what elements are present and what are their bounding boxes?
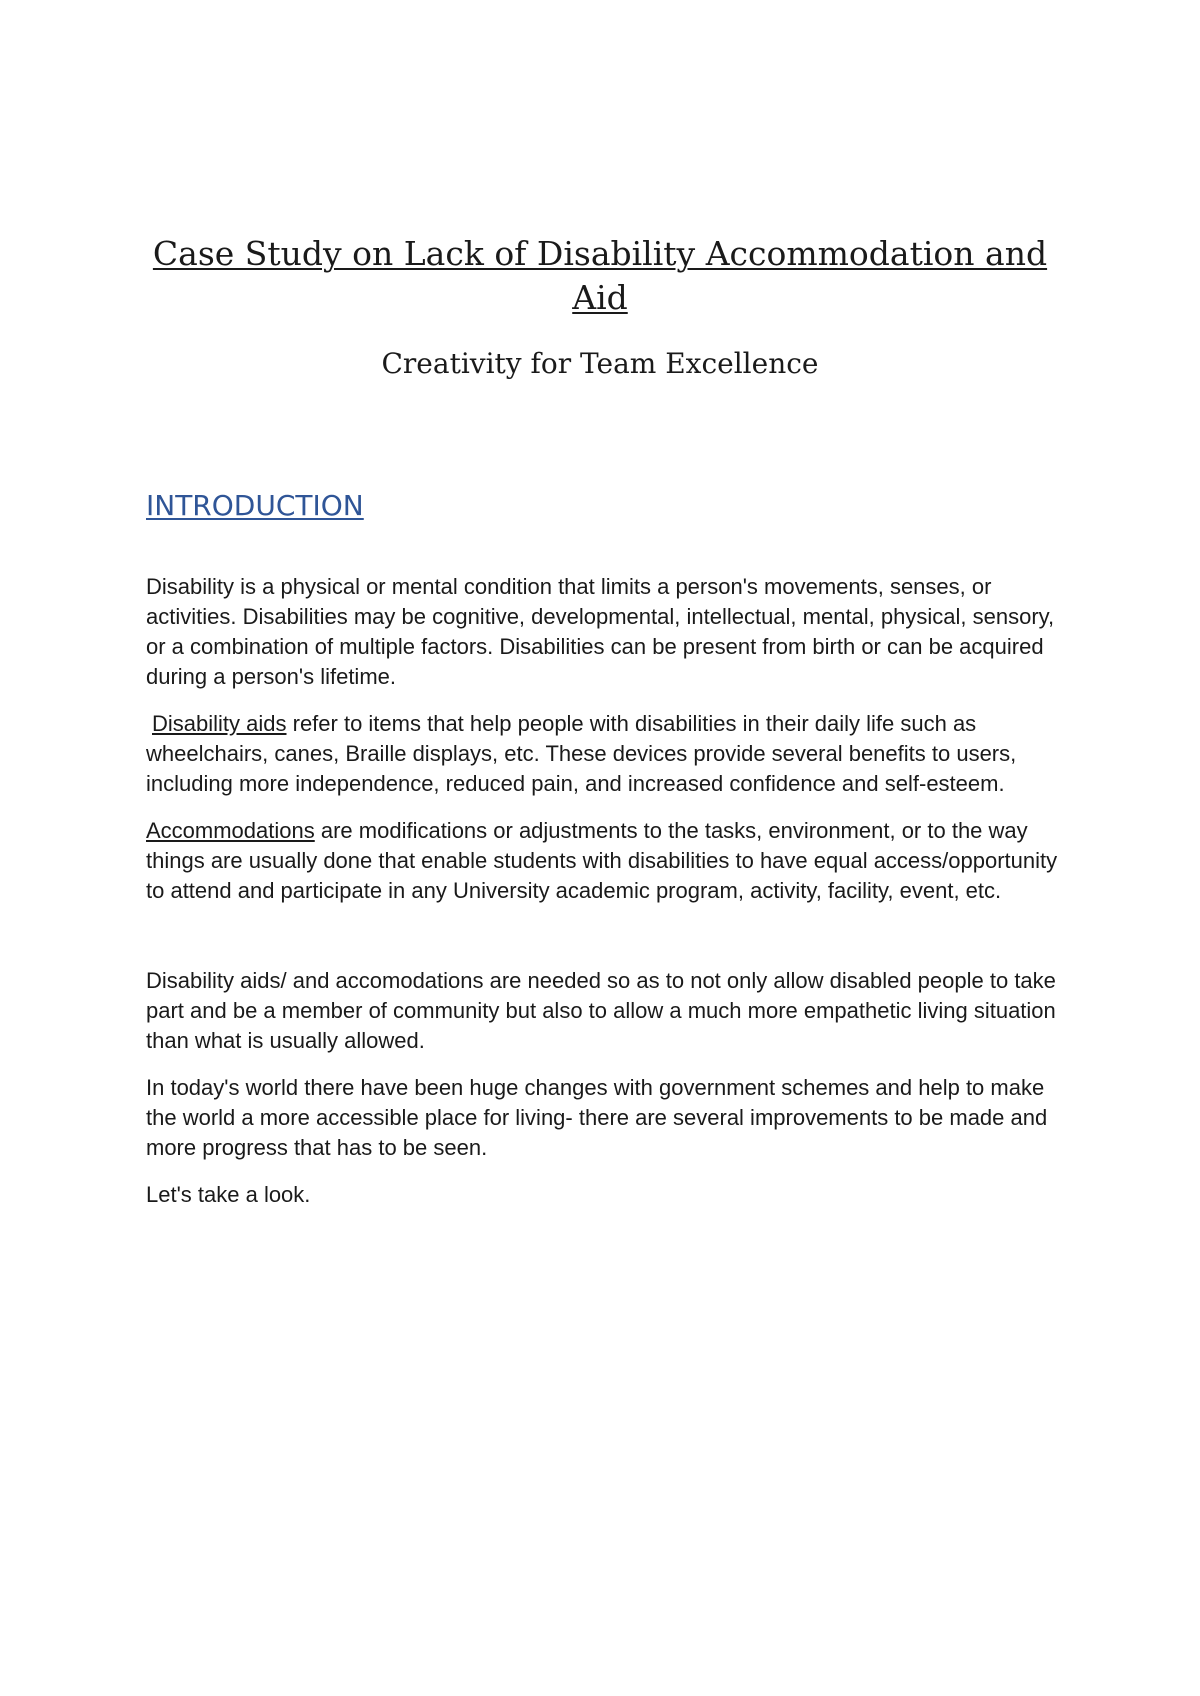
paragraph-accommodations <box>146 816 1066 906</box>
term-disability-aids: Disability aids <box>152 711 287 736</box>
section-heading-introduction: INTRODUCTION <box>146 489 364 522</box>
paragraph-text: Let's take a look. <box>146 1182 311 1207</box>
paragraph-disability-aids <box>146 709 1066 799</box>
paragraph-text: Disability is a physical or mental condition that limits a person's movements, senses, or activities. Disabilities may be cognitive, developmental, intellectual, mental, physical, sensory, or a combination of multiple factors. Disabilities can be present from birth or can be acquired during a person's lifetime. <box>146 574 1055 689</box>
paragraph-todays-world <box>146 1073 1066 1163</box>
paragraph-need-for-aids <box>146 966 1066 1056</box>
paragraph-text: refer to items that help people with disabilities in their daily life such as wheelchairs, canes, Braille displays, etc. These devices provide several benefits to users, including more independence, reduced pain, and increased confidence and self-esteem. <box>146 711 1017 796</box>
introduction-body <box>146 572 1066 1227</box>
term-accommodations: Accommodations <box>146 818 315 843</box>
paragraph-disability-definition <box>146 572 1066 692</box>
document-title: Case Study on Lack of Disability Accommodation and Aid <box>152 234 1048 317</box>
paragraph-closing <box>146 1180 1066 1210</box>
document-subtitle: Creativity for Team Excellence <box>381 347 819 380</box>
paragraph-text: Disability aids/ and accomodations are needed so as to not only allow disabled people to take part and be a member of community but also to allow a much more empathetic living situation than what is usually allowed. <box>146 968 1056 1053</box>
paragraph-text: In today's world there have been huge changes with government schemes and help to make the world a more accessible place for living- there are several improvements to be made and more progress that has to be seen. <box>146 1075 1048 1160</box>
paragraph-text: are modifications or adjustments to the tasks, environment, or to the way things are usually done that enable students with disabilities to have equal access/opportunity to attend and participate in any University academic program, activity, facility, event, etc. <box>146 818 1058 903</box>
